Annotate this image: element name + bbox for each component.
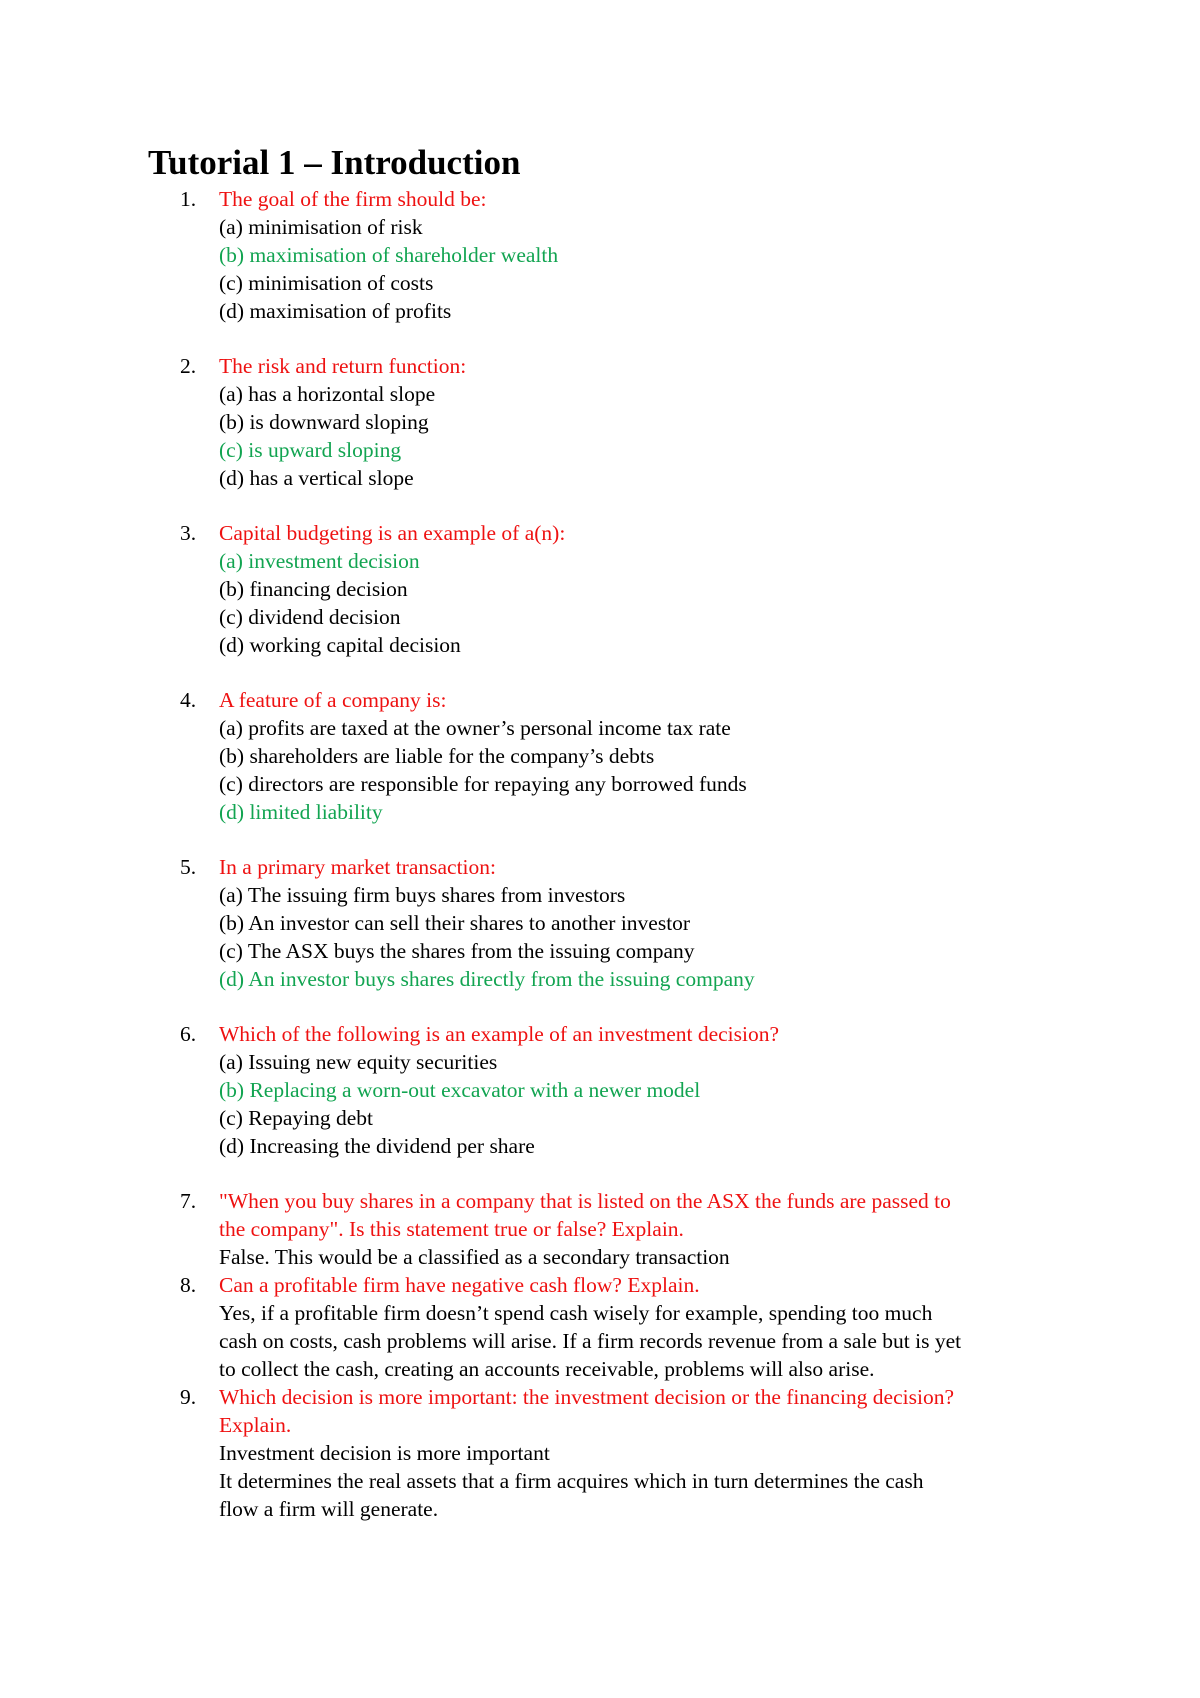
question-body xyxy=(219,686,1069,826)
answer-option: (c) directors are responsible for repaying any borrowed funds xyxy=(219,772,747,796)
question-prompt: In a primary market transaction: xyxy=(219,855,497,879)
answer-text: False. This would be a classified as a secondary transaction xyxy=(219,1245,730,1269)
answer-option: (a) Issuing new equity securities xyxy=(219,1050,498,1074)
question-prompt: Which decision is more important: the investment decision or the financing decision? xyxy=(219,1385,954,1409)
answer-text: Yes, if a profitable firm doesn’t spend cash wisely for example, spending too much xyxy=(219,1301,933,1325)
answer-text: flow a firm will generate. xyxy=(219,1497,439,1521)
question-prompt: the company". Is this statement true or false? Explain. xyxy=(219,1217,684,1241)
correct-answer-option: (d) limited liability xyxy=(219,800,383,824)
question-number: 3. xyxy=(180,521,197,545)
question-number: 8. xyxy=(180,1273,197,1297)
answer-option: (c) The ASX buys the shares from the issuing company xyxy=(219,939,695,963)
answer-option: (b) financing decision xyxy=(219,577,408,601)
question-prompt: "When you buy shares in a company that is listed on the ASX the funds are passed to xyxy=(219,1189,951,1213)
correct-answer-option: (a) investment decision xyxy=(219,549,420,573)
answer-option: (d) maximisation of profits xyxy=(219,299,452,323)
question-number: 2. xyxy=(180,354,197,378)
answer-option: (d) working capital decision xyxy=(219,633,461,657)
question-number: 1. xyxy=(180,187,197,211)
question-number: 6. xyxy=(180,1022,197,1046)
answer-option: (b) is downward sloping xyxy=(219,410,429,434)
answer-option: (d) has a vertical slope xyxy=(219,466,414,490)
question-item xyxy=(0,185,1200,325)
question-item xyxy=(0,1020,1200,1160)
question-body xyxy=(219,1383,1069,1523)
question-body xyxy=(219,519,1069,659)
correct-answer-option: (d) An investor buys shares directly from the issuing company xyxy=(219,967,755,991)
question-body xyxy=(219,185,1069,325)
answer-text: to collect the cash, creating an accounts receivable, problems will also arise. xyxy=(219,1357,875,1381)
question-prompt: Which of the following is an example of an investment decision? xyxy=(219,1022,780,1046)
question-prompt: The risk and return function: xyxy=(219,354,467,378)
question-body xyxy=(219,853,1069,993)
question-body xyxy=(219,1020,1069,1160)
answer-option: (b) An investor can sell their shares to another investor xyxy=(219,911,691,935)
answer-option: (c) minimisation of costs xyxy=(219,271,434,295)
question-prompt: Capital budgeting is an example of a(n): xyxy=(219,521,566,545)
answer-option: (c) dividend decision xyxy=(219,605,401,629)
question-body xyxy=(219,352,1069,492)
answer-text: It determines the real assets that a firm acquires which in turn determines the cash xyxy=(219,1469,924,1493)
question-prompt: The goal of the firm should be: xyxy=(219,187,487,211)
question-item xyxy=(0,519,1200,659)
answer-option: (d) Increasing the dividend per share xyxy=(219,1134,535,1158)
question-item xyxy=(0,352,1200,492)
answer-option: (a) The issuing firm buys shares from investors xyxy=(219,883,626,907)
question-number: 4. xyxy=(180,688,197,712)
answer-option: (a) profits are taxed at the owner’s personal income tax rate xyxy=(219,716,731,740)
answer-option: (b) shareholders are liable for the company’s debts xyxy=(219,744,655,768)
question-item xyxy=(0,1187,1200,1271)
correct-answer-option: (b) maximisation of shareholder wealth xyxy=(219,243,559,267)
answer-option: (a) minimisation of risk xyxy=(219,215,423,239)
question-body xyxy=(219,1187,1069,1271)
answer-option: (c) Repaying debt xyxy=(219,1106,374,1130)
question-item xyxy=(0,1383,1200,1523)
answer-option: (a) has a horizontal slope xyxy=(219,382,436,406)
question-number: 9. xyxy=(180,1385,197,1409)
question-item xyxy=(0,686,1200,826)
answer-text: Investment decision is more important xyxy=(219,1441,550,1465)
question-number: 7. xyxy=(180,1189,197,1213)
page-title: Tutorial 1 – Introduction xyxy=(148,143,521,182)
question-prompt: A feature of a company is: xyxy=(219,688,447,712)
question-prompt: Can a profitable firm have negative cash flow? Explain. xyxy=(219,1273,700,1297)
correct-answer-option: (b) Replacing a worn-out excavator with a newer model xyxy=(219,1078,701,1102)
question-item xyxy=(0,853,1200,993)
question-body xyxy=(219,1271,1069,1383)
question-prompt: Explain. xyxy=(219,1413,292,1437)
question-number: 5. xyxy=(180,855,197,879)
question-list xyxy=(0,185,1200,1523)
question-item xyxy=(0,1271,1200,1383)
correct-answer-option: (c) is upward sloping xyxy=(219,438,402,462)
answer-text: cash on costs, cash problems will arise. If a firm records revenue from a sale but is yet xyxy=(219,1329,962,1353)
